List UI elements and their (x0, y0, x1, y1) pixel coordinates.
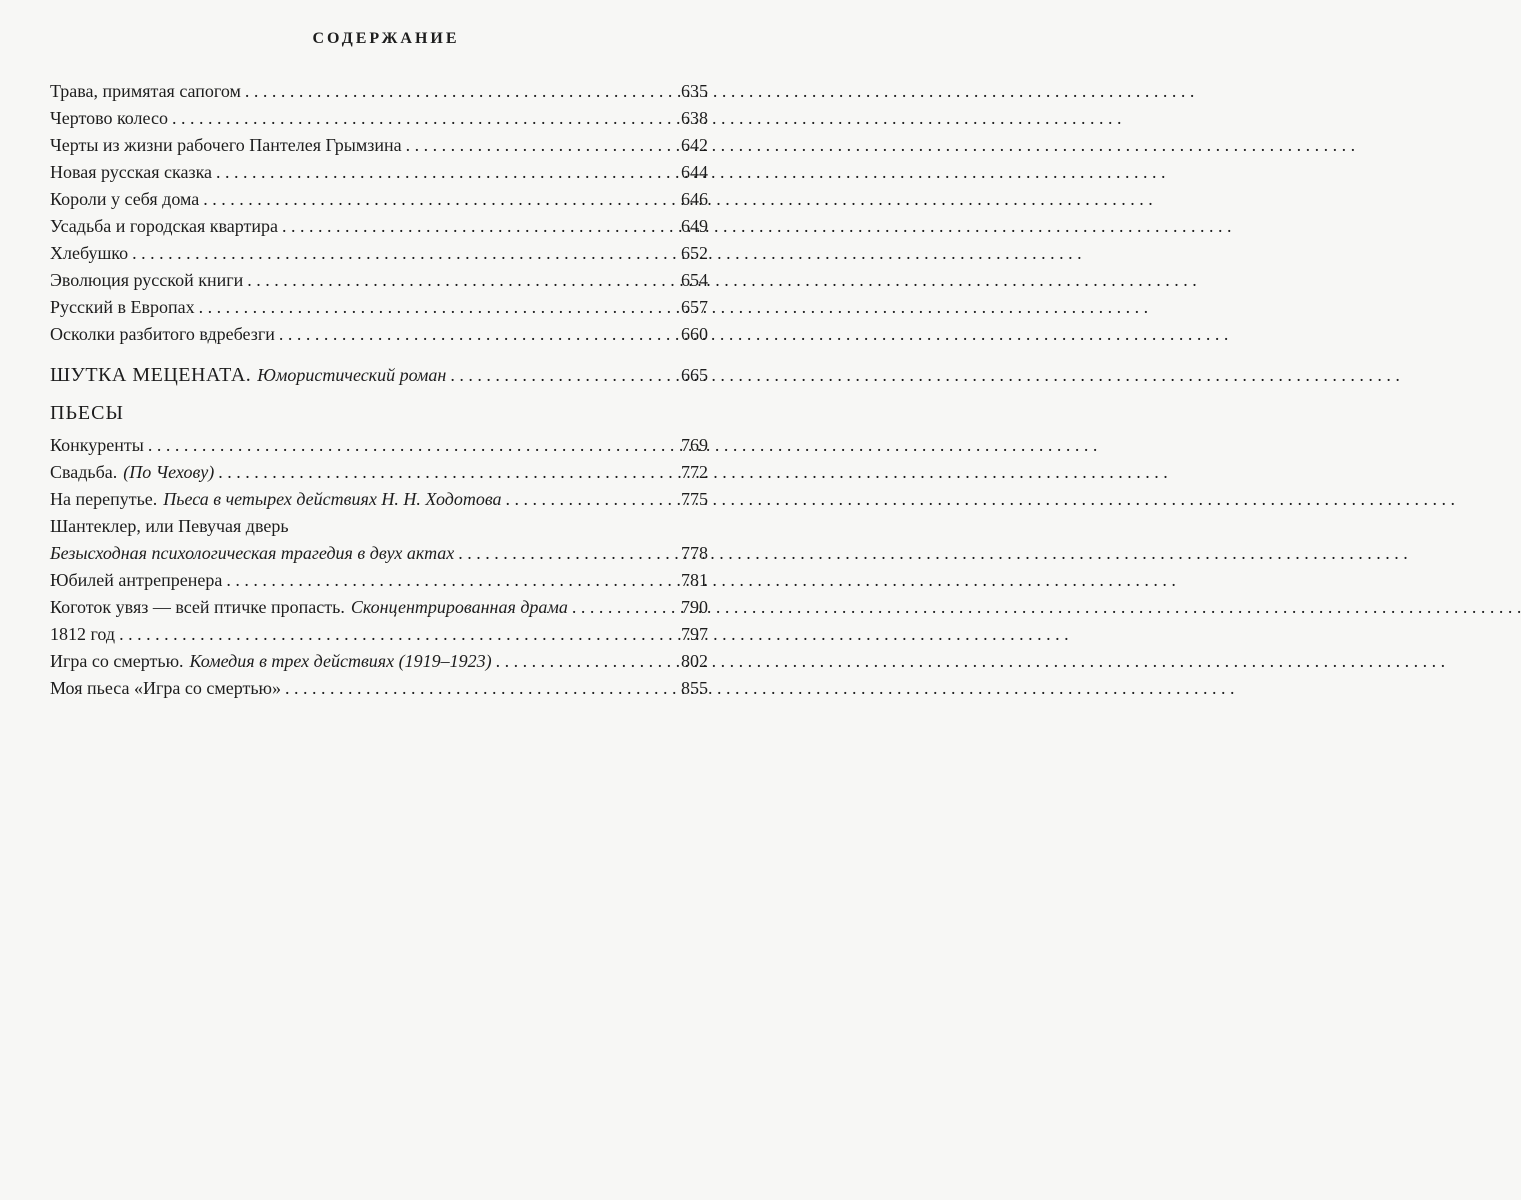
section-spacer (50, 348, 708, 360)
toc-entry-title: 1812 год (50, 624, 116, 644)
toc-entry-second-line (50, 540, 708, 567)
toc-entry-page: 772 (681, 462, 708, 482)
novel-subtitle: Юмористический роман (257, 365, 447, 385)
toc-entry (50, 621, 708, 648)
dot-leader (572, 594, 677, 621)
toc-entry-title-wrap (50, 621, 115, 648)
toc-entry (50, 132, 708, 159)
toc-entry-title: Чертово колесо (50, 108, 168, 128)
dot-leader (285, 675, 677, 702)
toc-entry-subtitle: Сконцентрированная драма (350, 597, 568, 617)
toc-entry (50, 675, 708, 702)
toc-entry-title-wrap (50, 648, 492, 675)
dot-leader (247, 267, 677, 294)
toc-entry-title: Осколки разбитого вдребезги (50, 324, 275, 344)
toc-entry-title: На перепутье. (50, 489, 158, 509)
toc-entry-two-line (50, 513, 708, 567)
dot-leader (203, 186, 677, 213)
toc-entry-page: 797 (681, 624, 708, 644)
table-of-contents (50, 78, 708, 702)
toc-entry-title-wrap (50, 567, 222, 594)
toc-entry-subtitle: Безысходная психологическая трагедия в двух актах (50, 543, 455, 563)
toc-entry-page: 802 (681, 651, 708, 671)
toc-entry-title: Моя пьеса «Игра со смертью» (50, 678, 281, 698)
dot-leader (282, 213, 677, 240)
dot-leader (172, 105, 677, 132)
toc-entry-subtitle: Комедия в трех действиях (1919–1923) (189, 651, 492, 671)
toc-entry-page: 657 (681, 297, 708, 317)
toc-entry (50, 432, 708, 459)
dot-leader (218, 459, 677, 486)
novel-title: ШУТКА МЕЦЕНАТА. (50, 364, 252, 386)
toc-entry-title-wrap (50, 459, 214, 486)
dot-leader (119, 621, 677, 648)
toc-entry-page: 646 (681, 189, 708, 209)
toc-entry-page: 778 (681, 543, 708, 563)
toc-entry-novel (50, 360, 708, 390)
toc-entry (50, 648, 708, 675)
toc-entry-page: 781 (681, 570, 708, 590)
dot-leader (406, 132, 677, 159)
toc-entry-page: 638 (681, 108, 708, 128)
dot-leader (132, 240, 677, 267)
toc-entry-title: Новая русская сказка (50, 162, 213, 182)
toc-entry (50, 267, 708, 294)
page-title: СОДЕРЖАНИЕ (312, 30, 460, 47)
toc-entry-page: 652 (681, 243, 708, 263)
toc-entry-title-wrap (50, 432, 144, 459)
dot-leader (199, 294, 677, 321)
toc-entry (50, 321, 708, 348)
toc-entry-page: 665 (681, 365, 708, 385)
dot-leader (279, 321, 677, 348)
toc-entry-title-wrap (50, 594, 568, 621)
toc-entry-subtitle: Пьеса в четырех действиях Н. Н. Ходотова (163, 489, 502, 509)
dot-leader (458, 540, 677, 567)
toc-entry (50, 105, 708, 132)
toc-entry-page: 775 (681, 489, 708, 509)
toc-entry-page: 769 (681, 435, 708, 455)
toc-entry (50, 594, 708, 621)
toc-entry-title: Коготок увяз — всей птичке пропасть. (50, 597, 345, 617)
toc-entry-title: Эволюция русской книги (50, 270, 244, 290)
toc-entry-subtitle: (По Чехову) (123, 462, 215, 482)
toc-entry-title: Усадьба и городская квартира (50, 216, 278, 236)
dot-leader (226, 567, 677, 594)
toc-entry-page: 660 (681, 324, 708, 344)
toc-entry-title: Свадьба. (50, 462, 118, 482)
toc-entry (50, 213, 708, 240)
toc-entry (50, 78, 708, 105)
toc-entry (50, 459, 708, 486)
toc-entry-page: 635 (681, 81, 708, 101)
dot-leader (496, 648, 677, 675)
toc-entry-page: 654 (681, 270, 708, 290)
dot-leader (450, 360, 677, 390)
toc-entry-title: Короли у себя дома (50, 189, 200, 209)
toc-entry-page: 642 (681, 135, 708, 155)
toc-entry-title: Конкуренты (50, 435, 144, 455)
toc-entry-title: Игра со смертью. (50, 651, 184, 671)
toc-entry-title: Трава, примятая сапогом (50, 81, 241, 101)
toc-entry (50, 159, 708, 186)
toc-entry-page: 644 (681, 162, 708, 182)
toc-entry-page: 649 (681, 216, 708, 236)
toc-entry-title: Юбилей антрепренера (50, 570, 223, 590)
toc-entry (50, 567, 708, 594)
toc-entry-page: 855 (681, 678, 708, 698)
section-heading-plays: ПЬЕСЫ (50, 402, 124, 424)
toc-entry-title-wrap (50, 360, 446, 390)
toc-entry-title: Хлебушко (50, 243, 129, 263)
dot-leader (148, 432, 677, 459)
dot-leader (245, 78, 677, 105)
toc-entry (50, 240, 708, 267)
toc-entry-title: Шантеклер, или Певучая дверь (50, 516, 289, 536)
toc-entry (50, 186, 708, 213)
toc-entry-title: Черты из жизни рабочего Пантелея Грымзина (50, 135, 402, 155)
toc-entry-page: 790 (681, 597, 708, 617)
toc-entry-title-wrap (50, 486, 502, 513)
dot-leader (506, 486, 677, 513)
toc-entry-title-wrap (50, 675, 281, 702)
toc-entry-title: Русский в Европах (50, 297, 195, 317)
dot-leader (216, 159, 677, 186)
toc-entry (50, 294, 708, 321)
toc-entry (50, 486, 708, 513)
section-spacer (50, 390, 708, 398)
